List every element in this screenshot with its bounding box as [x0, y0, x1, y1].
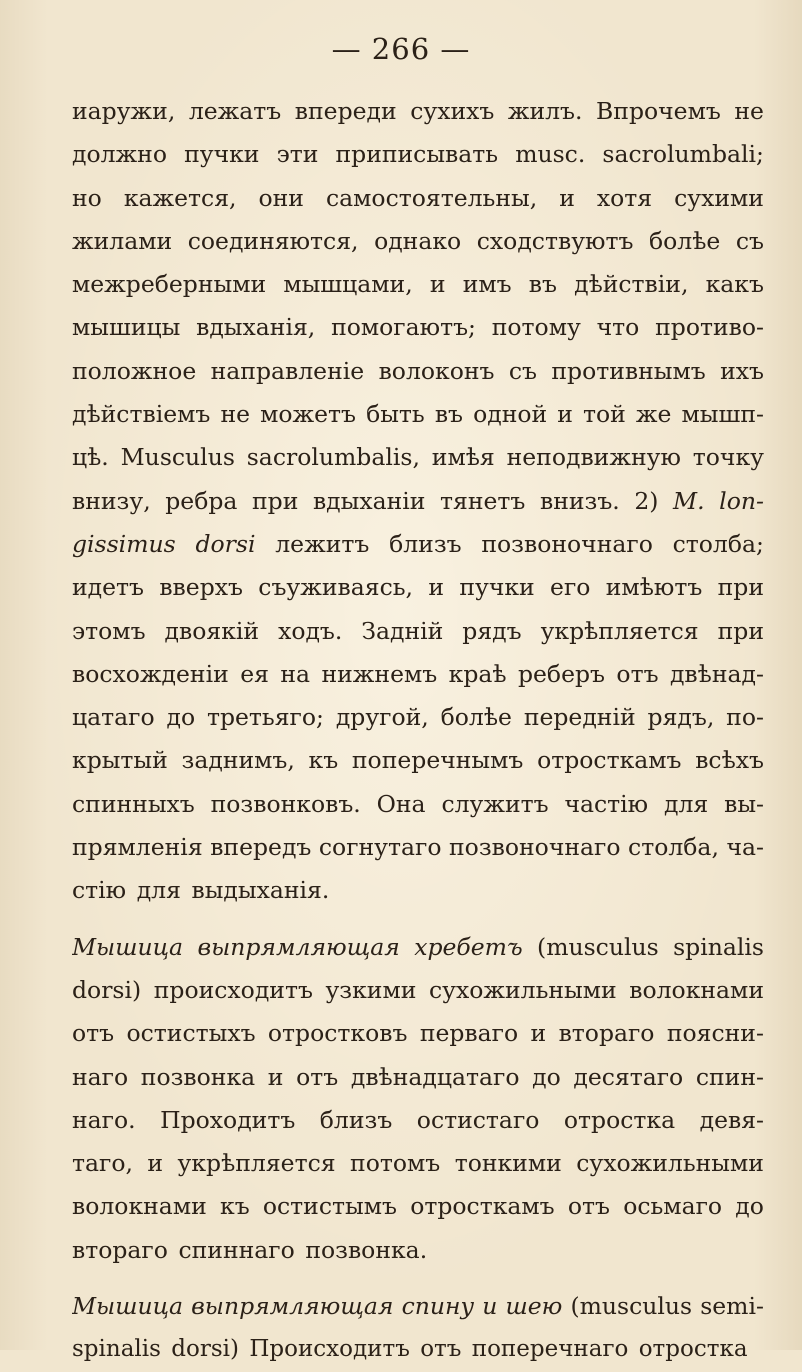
word: перваго [419, 1019, 519, 1048]
word: Мышица [72, 1292, 184, 1321]
word: болѣе [649, 226, 721, 255]
word: на [280, 659, 311, 688]
word: наго. [72, 1105, 136, 1134]
word: lon- [719, 486, 764, 515]
word: по- [726, 703, 764, 732]
word: въ [434, 400, 463, 429]
word: ея [240, 659, 269, 688]
word: жилами [72, 226, 173, 255]
word: spinalis [72, 1336, 161, 1363]
word: волокнами [72, 1192, 207, 1221]
word: musc. [515, 140, 586, 169]
word: мышцами, [283, 270, 413, 299]
word: краѣ [448, 659, 507, 688]
word: крытый [72, 746, 168, 775]
text-line [72, 393, 764, 436]
text-line [72, 220, 764, 263]
word: ходъ. [278, 616, 343, 645]
word: до [735, 1192, 764, 1221]
text-line [72, 133, 764, 176]
word: частію [564, 789, 649, 818]
word: и [482, 1292, 498, 1321]
word: имѣя [431, 443, 495, 472]
word: соединяются, [187, 226, 359, 255]
text-line [72, 826, 764, 869]
word: противнымъ [551, 356, 706, 385]
word: укрѣпляется [177, 1149, 336, 1178]
text-line [72, 1056, 764, 1099]
word: сухожильными [576, 1149, 764, 1178]
word: 2) [634, 486, 659, 515]
word: той [583, 400, 626, 429]
word: до [166, 703, 196, 732]
word: эти [276, 140, 319, 169]
word: девя- [699, 1105, 764, 1134]
word: пучки [459, 573, 535, 602]
word: идетъ [72, 573, 144, 602]
word: ча- [726, 833, 764, 862]
text-line [72, 1285, 764, 1328]
page-number: — 266 — [331, 32, 471, 66]
word: съ [735, 226, 764, 255]
word: же [635, 400, 672, 429]
word: близъ [389, 529, 462, 558]
word: они [258, 183, 304, 212]
word: втораго [72, 1235, 168, 1264]
word: внизъ. [539, 486, 620, 515]
word: выпрямляющая [197, 932, 400, 961]
text-line [72, 350, 764, 393]
word: спин- [695, 1062, 764, 1091]
word: въ [528, 270, 557, 299]
word: шею [505, 1292, 563, 1321]
word: должно [72, 140, 167, 169]
word: позвоночнаго [481, 529, 653, 558]
word: цатаго [72, 703, 155, 732]
word: служитъ [441, 789, 549, 818]
word: отъ [296, 1062, 339, 1091]
word: не [220, 400, 251, 429]
word: рядъ, [647, 703, 715, 732]
word: какъ [705, 270, 764, 299]
word: тонкими [454, 1149, 562, 1178]
word: мышицы [72, 313, 181, 342]
word: при [717, 573, 764, 602]
word: спинныхъ [72, 789, 195, 818]
word: однако [374, 226, 462, 255]
word: стію [72, 876, 127, 905]
paragraph [72, 1285, 764, 1372]
word: межреберными [72, 270, 267, 299]
text-line [72, 610, 764, 653]
word: реберъ [517, 659, 605, 688]
word: и [557, 400, 573, 429]
word: его [550, 573, 591, 602]
word: передній [523, 703, 636, 732]
word: позвонка. [305, 1235, 428, 1264]
word: узкими [325, 975, 417, 1004]
paragraph-gap [72, 913, 764, 926]
text-line [72, 1229, 764, 1272]
word: всѣхъ [695, 746, 764, 775]
word: для [664, 789, 709, 818]
word: тянетъ [440, 486, 526, 515]
word: (musculus [570, 1292, 693, 1321]
word: и [559, 183, 575, 212]
word: потомъ [350, 1149, 441, 1178]
paragraph-gap [72, 1272, 764, 1285]
word: быть [366, 400, 425, 429]
word: и [428, 573, 444, 602]
word: до [532, 1062, 561, 1091]
text-line [72, 177, 764, 220]
word: происходитъ [153, 975, 313, 1004]
word: вдыханія, [196, 313, 316, 342]
word: поперечнымъ [351, 746, 524, 775]
word: согнутаго [318, 833, 442, 862]
text-line [72, 1142, 764, 1185]
word: semi- [700, 1292, 764, 1321]
word: Впрочемъ [596, 97, 721, 125]
word: цѣ. [72, 443, 109, 472]
word: сухожильными [428, 975, 617, 1004]
word: отросткамъ [410, 1192, 555, 1221]
word: выпрямляющая [191, 1292, 394, 1321]
word: осьмаго [623, 1192, 723, 1221]
word: жилъ. [507, 97, 583, 125]
word: Задній [361, 616, 444, 645]
word: и [147, 1149, 164, 1178]
word: нижнемъ [321, 659, 438, 688]
text-line [72, 1099, 764, 1142]
word: волокнами [629, 975, 764, 1004]
word: отросткамъ [537, 746, 682, 775]
word: ихъ [720, 356, 764, 385]
word: gissimus [72, 529, 176, 558]
word: позвонковъ. [210, 789, 361, 818]
word: точку [692, 443, 764, 472]
word: этомъ [72, 616, 146, 645]
text-line [72, 926, 764, 969]
word: другой, [335, 703, 429, 732]
word: помогаютъ; [331, 313, 476, 342]
word: но [72, 183, 102, 212]
word: направленіе [210, 356, 365, 385]
text-line [72, 969, 764, 1012]
word: вы- [724, 789, 764, 818]
word: дѣйствіемъ [72, 400, 211, 429]
text-line [72, 306, 764, 349]
word: заднимъ, [181, 746, 295, 775]
word: вверхъ [159, 573, 243, 602]
word: поперечнаго [471, 1336, 629, 1363]
word: близъ [319, 1105, 393, 1134]
word: пучки [184, 140, 260, 169]
word: что [596, 313, 640, 342]
word: поясни- [666, 1019, 764, 1048]
word: отростковъ [267, 1019, 408, 1048]
word: отростка [638, 1336, 748, 1363]
word: сходствуютъ [476, 226, 634, 255]
word: sacrolumbalis, [246, 443, 420, 472]
word: рядъ [462, 616, 522, 645]
word: Она [376, 789, 426, 818]
text-line [72, 739, 764, 782]
word: и [429, 270, 446, 299]
word: потому [491, 313, 581, 342]
word: самостоятельны, [325, 183, 538, 212]
word: отъ [567, 1192, 610, 1221]
word: сухихъ [410, 97, 495, 125]
word: отъ [616, 659, 659, 688]
word: одной [473, 400, 548, 429]
word: двѣнад- [669, 659, 764, 688]
word: (musculus [537, 932, 659, 961]
word: dorsi) [171, 1336, 239, 1363]
word: отъ [72, 1019, 115, 1048]
paragraph [72, 926, 764, 1272]
text-line [72, 523, 764, 566]
text-line [72, 263, 764, 306]
word: хребетъ [414, 932, 523, 961]
text-line [72, 869, 764, 912]
paragraph [72, 90, 764, 913]
word: отъ [420, 1336, 462, 1363]
word: Происходитъ [249, 1336, 410, 1363]
word: и [530, 1019, 547, 1048]
word: dorsi [195, 529, 256, 558]
word: Musculus [120, 443, 235, 472]
word: лежитъ [275, 529, 370, 558]
word: хотя [596, 183, 653, 212]
text-line [72, 436, 764, 479]
word: дѣйствіи, [574, 270, 689, 299]
word: спину [401, 1292, 475, 1321]
word: позвонка [140, 1062, 256, 1091]
word: мышп- [681, 400, 764, 429]
text-line [72, 653, 764, 696]
word: таго, [72, 1149, 133, 1178]
word: dorsi) [72, 975, 142, 1004]
word: имъ [462, 270, 512, 299]
word: волоконъ [378, 356, 495, 385]
word: лежатъ [188, 97, 282, 125]
word: неподвижную [506, 443, 681, 472]
word: восхожденіи [72, 659, 229, 688]
word: sacrolumbali; [602, 140, 764, 169]
word: положное [72, 356, 197, 385]
text-line [72, 480, 764, 523]
word: болѣе [440, 703, 512, 732]
word: противо- [655, 313, 764, 342]
body-text [72, 90, 764, 1372]
word: для [136, 876, 181, 905]
word: двоякій [164, 616, 260, 645]
word: третьяго; [206, 703, 324, 732]
word: десятаго [573, 1062, 684, 1091]
word: отростка [563, 1105, 676, 1134]
word: иаружи, [72, 97, 176, 125]
text-line [72, 566, 764, 609]
word: и [267, 1062, 284, 1091]
word: сухими [674, 183, 764, 212]
word: двѣнадцатаго [350, 1062, 520, 1091]
word: кажется, [123, 183, 237, 212]
word: столба; [672, 529, 764, 558]
word: выдыханія. [191, 876, 330, 905]
text-line [72, 783, 764, 826]
word: наго [72, 1062, 129, 1091]
text-line [72, 696, 764, 739]
word: внизу, [72, 486, 151, 515]
word: имѣютъ [605, 573, 703, 602]
word: spinalis [673, 932, 764, 961]
word: при [717, 616, 764, 645]
word: позвоночнаго [449, 833, 621, 862]
word: можетъ [260, 400, 356, 429]
word: столба, [628, 833, 719, 862]
word: ребра [165, 486, 238, 515]
word: M. [673, 486, 705, 515]
word: остистымъ [262, 1192, 397, 1221]
word: впереди [294, 97, 397, 125]
word: къ [220, 1192, 250, 1221]
word: прямленія [72, 833, 203, 862]
text-line [72, 90, 764, 133]
word: впередъ [210, 833, 312, 862]
word: Мышица [72, 932, 184, 961]
word: вдыханіи [312, 486, 426, 515]
word: съ [508, 356, 537, 385]
word: съуживаясь, [258, 573, 413, 602]
word: приписывать [335, 140, 499, 169]
text-line [72, 1012, 764, 1055]
word: втораго [558, 1019, 655, 1048]
word: къ [308, 746, 339, 775]
word: при [251, 486, 299, 515]
word: остистаго [416, 1105, 540, 1134]
word: укрѣпляется [540, 616, 699, 645]
text-line [72, 1185, 764, 1228]
word: Проходитъ [160, 1105, 296, 1134]
word: не [734, 97, 764, 125]
word: спиннаго [178, 1235, 295, 1264]
word: остистыхъ [126, 1019, 256, 1048]
